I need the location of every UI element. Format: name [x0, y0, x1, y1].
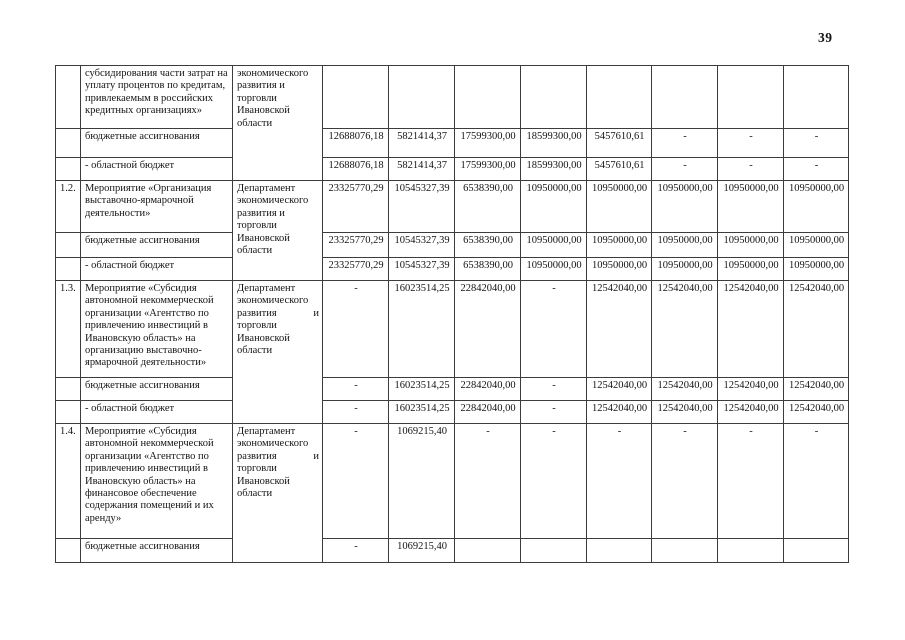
cell-value: -: [323, 424, 389, 539]
cell-value: 16023514,25: [389, 281, 455, 378]
cell-value: [718, 66, 784, 129]
cell-value: -: [323, 401, 389, 424]
cell-item-number: 1.2.: [56, 181, 81, 233]
table-row-detail: [56, 129, 849, 158]
cell-value: -: [323, 539, 389, 563]
cell-value: [323, 66, 389, 129]
cell-value: 22842040,00: [455, 281, 521, 378]
cell-value: -: [521, 281, 587, 378]
cell-detail-label: бюджетные ассигнования: [81, 233, 233, 258]
cell-value: 6538390,00: [455, 258, 521, 281]
cell-value: 12542040,00: [652, 281, 718, 378]
cell-value: 18599300,00: [521, 158, 587, 181]
cell-value: -: [784, 129, 849, 158]
table-row-detail: [56, 378, 849, 401]
table-row-measure: [56, 281, 849, 378]
cell-value: -: [718, 129, 784, 158]
cell-value: -: [718, 424, 784, 539]
cell-detail-label: бюджетные ассигнования: [81, 539, 233, 563]
cell-value: 10950000,00: [521, 181, 587, 233]
table-row-detail: [56, 233, 849, 258]
cell-measure-name: Мероприятие «Субсидия автономной некоммерческой организации «Агентство по привлечению инвестиций в Ивановскую область» на организацию выставочно-ярмарочной деятельности»: [81, 281, 233, 378]
cell-detail-label: - областной бюджет: [81, 401, 233, 424]
cell-value: -: [652, 129, 718, 158]
cell-value: [521, 66, 587, 129]
cell-value: [652, 66, 718, 129]
cell-item-number: [56, 401, 81, 424]
cell-measure-name: Мероприятие «Субсидия автономной некоммерческой организации «Агентство по привлечению инвестиций в Ивановскую область» на финансовое обеспечение содержания помещений и их аренду»: [81, 424, 233, 539]
cell-value: 10950000,00: [652, 258, 718, 281]
cell-value: [389, 66, 455, 129]
table-row-measure: [56, 424, 849, 539]
table-row-measure: [56, 66, 849, 129]
cell-value: 17599300,00: [455, 129, 521, 158]
cell-value: 23325770,29: [323, 258, 389, 281]
cell-value: 17599300,00: [455, 158, 521, 181]
cell-measure-name: субсидирования части затрат на уплату процентов по кредитам, привлекаемым в российских кредитных организациях»: [81, 66, 233, 129]
cell-value: 10950000,00: [521, 233, 587, 258]
cell-value: 18599300,00: [521, 129, 587, 158]
cell-detail-label: бюджетные ассигнования: [81, 129, 233, 158]
cell-value: [455, 539, 521, 563]
cell-value: 12688076,18: [323, 129, 389, 158]
cell-value: 12542040,00: [587, 281, 652, 378]
cell-value: 6538390,00: [455, 181, 521, 233]
cell-value: 12542040,00: [718, 281, 784, 378]
cell-item-number: [56, 258, 81, 281]
cell-value: -: [784, 158, 849, 181]
cell-value: 10950000,00: [587, 233, 652, 258]
cell-value: 10950000,00: [652, 181, 718, 233]
cell-value: 22842040,00: [455, 378, 521, 401]
cell-value: 23325770,29: [323, 233, 389, 258]
cell-detail-label: - областной бюджет: [81, 258, 233, 281]
cell-value: [652, 539, 718, 563]
budget-table: [55, 65, 849, 563]
cell-item-number: [56, 378, 81, 401]
cell-value: 23325770,29: [323, 181, 389, 233]
cell-value: 10950000,00: [718, 258, 784, 281]
cell-value: 12542040,00: [587, 401, 652, 424]
cell-value: 10950000,00: [784, 181, 849, 233]
cell-item-number: [56, 233, 81, 258]
cell-value: 5457610,61: [587, 129, 652, 158]
cell-value: 12542040,00: [652, 378, 718, 401]
cell-department: экономического развития и торговли Ивановской области: [233, 66, 323, 181]
cell-value: 1069215,40: [389, 539, 455, 563]
cell-item-number: [56, 129, 81, 158]
cell-value: [455, 66, 521, 129]
cell-value: -: [521, 401, 587, 424]
table-row-detail: [56, 258, 849, 281]
cell-item-number: [56, 158, 81, 181]
cell-department: Департамент экономического развития и торговли Ивановской области: [233, 424, 323, 563]
cell-value: 6538390,00: [455, 233, 521, 258]
cell-value: 16023514,25: [389, 401, 455, 424]
cell-value: [784, 539, 849, 563]
cell-value: [784, 66, 849, 129]
cell-value: 12542040,00: [784, 281, 849, 378]
cell-value: 12542040,00: [587, 378, 652, 401]
table-row-detail: [56, 158, 849, 181]
cell-value: 12688076,18: [323, 158, 389, 181]
cell-value: 5821414,37: [389, 129, 455, 158]
cell-value: 12542040,00: [718, 401, 784, 424]
cell-value: 1069215,40: [389, 424, 455, 539]
cell-value: 10545327,39: [389, 233, 455, 258]
cell-value: 22842040,00: [455, 401, 521, 424]
cell-detail-label: бюджетные ассигнования: [81, 378, 233, 401]
cell-value: 10950000,00: [521, 258, 587, 281]
table-row-detail: [56, 539, 849, 563]
cell-item-number: [56, 539, 81, 563]
cell-value: [587, 66, 652, 129]
cell-value: 10545327,39: [389, 258, 455, 281]
budget-table-body: [56, 66, 849, 563]
table-row-detail: [56, 401, 849, 424]
cell-value: [521, 539, 587, 563]
cell-value: -: [521, 424, 587, 539]
cell-value: 12542040,00: [718, 378, 784, 401]
cell-value: [587, 539, 652, 563]
cell-value: -: [323, 378, 389, 401]
cell-value: 12542040,00: [652, 401, 718, 424]
cell-item-number: 1.4.: [56, 424, 81, 539]
cell-department: Департамент экономического развития и торговли Ивановской области: [233, 181, 323, 281]
cell-value: [718, 539, 784, 563]
cell-value: 16023514,25: [389, 378, 455, 401]
cell-value: 5457610,61: [587, 158, 652, 181]
cell-value: -: [323, 281, 389, 378]
cell-value: -: [587, 424, 652, 539]
cell-department: Департамент экономического развития и торговли Ивановской области: [233, 281, 323, 424]
cell-value: 10950000,00: [718, 233, 784, 258]
cell-value: 10950000,00: [587, 181, 652, 233]
cell-item-number: [56, 66, 81, 129]
cell-value: 5821414,37: [389, 158, 455, 181]
page-number: 39: [818, 30, 833, 45]
table-row-measure: [56, 181, 849, 233]
cell-value: -: [652, 158, 718, 181]
cell-value: 12542040,00: [784, 401, 849, 424]
cell-item-number: 1.3.: [56, 281, 81, 378]
cell-detail-label: - областной бюджет: [81, 158, 233, 181]
cell-measure-name: Мероприятие «Организация выставочно-ярмарочной деятельности»: [81, 181, 233, 233]
cell-value: 10950000,00: [587, 258, 652, 281]
cell-value: 10950000,00: [784, 258, 849, 281]
cell-value: -: [455, 424, 521, 539]
cell-value: -: [718, 158, 784, 181]
cell-value: 10950000,00: [784, 233, 849, 258]
cell-value: 12542040,00: [784, 378, 849, 401]
cell-value: -: [784, 424, 849, 539]
cell-value: 10950000,00: [718, 181, 784, 233]
cell-value: -: [521, 378, 587, 401]
cell-value: 10545327,39: [389, 181, 455, 233]
cell-value: 10950000,00: [652, 233, 718, 258]
cell-value: -: [652, 424, 718, 539]
